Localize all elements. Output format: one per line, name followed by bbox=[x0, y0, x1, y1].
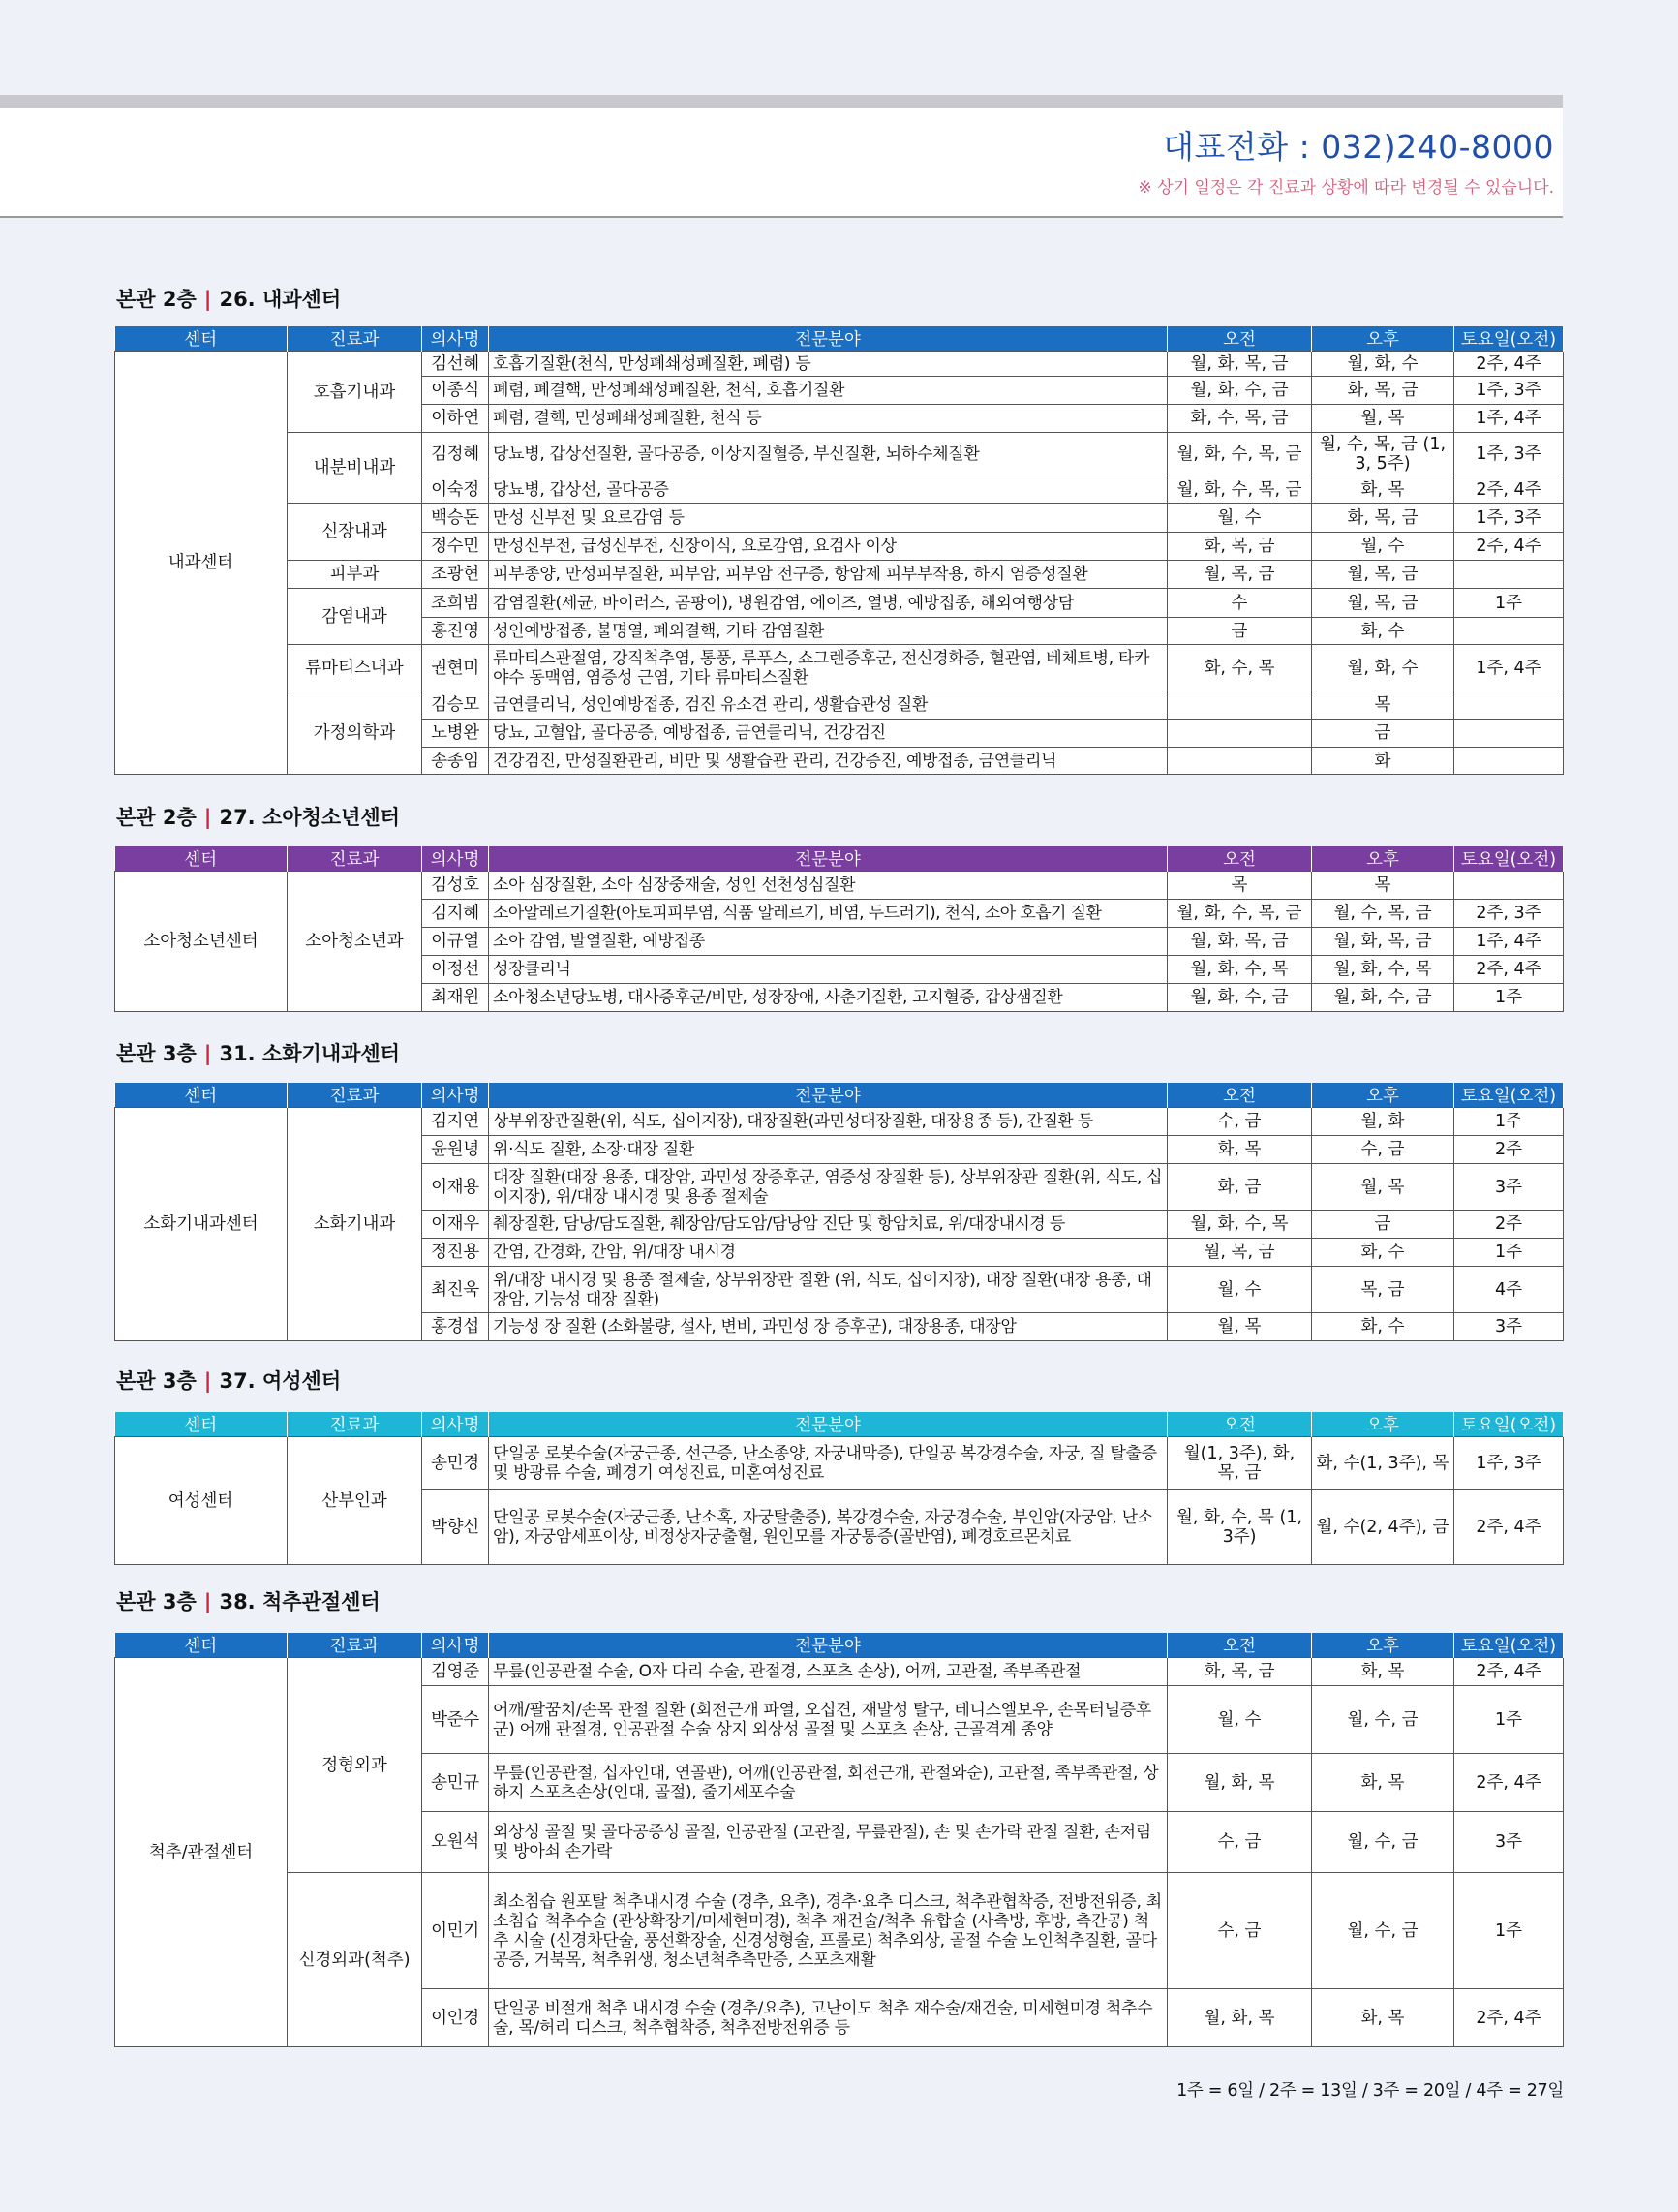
specialty: 단일공 로봇수술(자궁근종, 난소혹, 자궁탈출증), 복강경수술, 자궁경수술, 부인암(자궁암, 난소암), 자궁암세포이상, 비정상자궁출혈, 원인모를 자궁통증(골반염), 폐경호르몬치료 bbox=[489, 1490, 1168, 1565]
doctor-name: 백승돈 bbox=[422, 504, 489, 533]
pm-schedule: 화, 목, 금 bbox=[1312, 377, 1454, 405]
doctor-name: 이정선 bbox=[422, 956, 489, 984]
doctor-name: 이인경 bbox=[422, 1989, 489, 2047]
col-sat: 토요일(오전) bbox=[1454, 326, 1564, 352]
title-separator: | bbox=[203, 806, 212, 829]
am-schedule: 월(1, 3주), 화, 목, 금 bbox=[1168, 1437, 1312, 1490]
floor-label: 본관 3층 bbox=[116, 1369, 197, 1393]
col-pm: 오후 bbox=[1312, 1412, 1454, 1437]
col-specialty: 전문분야 bbox=[489, 326, 1168, 352]
doctor-name: 권현미 bbox=[422, 645, 489, 691]
specialty: 만성신부전, 급성신부전, 신장이식, 요로감염, 요검사 이상 bbox=[489, 533, 1168, 561]
dept-cell: 신장내과 bbox=[288, 504, 422, 561]
am-schedule: 월, 화, 수, 금 bbox=[1168, 984, 1312, 1012]
col-doctor: 의사명 bbox=[422, 1633, 489, 1658]
sat-schedule: 1주 bbox=[1454, 1873, 1564, 1989]
am-schedule: 화, 금 bbox=[1168, 1164, 1312, 1211]
specialty: 폐렴, 결핵, 만성폐쇄성폐질환, 천식 등 bbox=[489, 405, 1168, 433]
sat-schedule: 2주, 4주 bbox=[1454, 956, 1564, 984]
sat-schedule: 1주, 3주 bbox=[1454, 377, 1564, 405]
sat-schedule bbox=[1454, 618, 1564, 645]
section-title-women bbox=[116, 1366, 341, 1395]
sat-schedule: 2주, 4주 bbox=[1454, 1658, 1564, 1686]
col-am: 오전 bbox=[1168, 846, 1312, 872]
specialty: 췌장질환, 담낭/담도질환, 췌장암/담도암/담낭암 진단 및 항암치료, 위/대장내시경 등 bbox=[489, 1211, 1168, 1239]
sat-schedule: 1주 bbox=[1454, 589, 1564, 618]
specialty: 당뇨, 고혈압, 골다공증, 예방접종, 금연클리닉, 건강검진 bbox=[489, 720, 1168, 748]
specialty: 간염, 간경화, 간암, 위/대장 내시경 bbox=[489, 1239, 1168, 1267]
pm-schedule: 화, 목, 금 bbox=[1312, 504, 1454, 533]
pm-schedule: 화, 목 bbox=[1312, 1754, 1454, 1812]
am-schedule: 수, 금 bbox=[1168, 1873, 1312, 1989]
sat-schedule: 2주, 4주 bbox=[1454, 1989, 1564, 2047]
specialty: 무릎(인공관절 수술, O자 다리 수술, 관절경, 스포츠 손상), 어깨, 고관절, 족부족관절 bbox=[489, 1658, 1168, 1686]
col-dept: 진료과 bbox=[288, 1083, 422, 1108]
am-schedule: 금 bbox=[1168, 618, 1312, 645]
doctor-name: 최재원 bbox=[422, 984, 489, 1012]
col-sat: 토요일(오전) bbox=[1454, 1633, 1564, 1658]
sat-schedule: 1주 bbox=[1454, 1108, 1564, 1136]
sat-schedule bbox=[1454, 748, 1564, 775]
table-spine bbox=[114, 1633, 1564, 2047]
col-specialty: 전문분야 bbox=[489, 846, 1168, 872]
doctor-name: 오원석 bbox=[422, 1812, 489, 1873]
dept-cell: 가정의학과 bbox=[288, 691, 422, 775]
col-doctor: 의사명 bbox=[422, 1083, 489, 1108]
doctor-name: 홍경섭 bbox=[422, 1313, 489, 1341]
am-schedule: 화, 목, 금 bbox=[1168, 533, 1312, 561]
pm-schedule: 월, 수(2, 4주), 금 bbox=[1312, 1490, 1454, 1565]
table-header bbox=[115, 1633, 1564, 1658]
sat-schedule: 1주, 3주 bbox=[1454, 504, 1564, 533]
specialty: 소아청소년당뇨병, 대사증후군/비만, 성장장애, 사춘기질환, 고지혈증, 갑상샘질환 bbox=[489, 984, 1168, 1012]
col-center: 센터 bbox=[115, 846, 288, 872]
col-pm: 오후 bbox=[1312, 326, 1454, 352]
pm-schedule: 목 bbox=[1312, 691, 1454, 720]
doctor-name: 이종식 bbox=[422, 377, 489, 405]
specialty: 외상성 골절 및 골다공증성 골절, 인공관절 (고관절, 무릎관절), 손 및 손가락 관절 질환, 손저림 및 방아쇠 손가락 bbox=[489, 1812, 1168, 1873]
am-schedule: 월, 수 bbox=[1168, 1267, 1312, 1313]
col-sat: 토요일(오전) bbox=[1454, 846, 1564, 872]
section-title-spine bbox=[116, 1586, 381, 1615]
table-row bbox=[115, 589, 1564, 618]
dept-cell: 소화기내과 bbox=[288, 1108, 422, 1341]
doctor-name: 이재용 bbox=[422, 1164, 489, 1211]
table-header bbox=[115, 326, 1564, 352]
doctor-name: 이재우 bbox=[422, 1211, 489, 1239]
am-schedule: 월, 목 bbox=[1168, 1313, 1312, 1341]
sat-schedule: 1주, 3주 bbox=[1454, 433, 1564, 476]
sat-schedule: 2주, 4주 bbox=[1454, 476, 1564, 504]
dept-cell: 소아청소년과 bbox=[288, 872, 422, 1012]
pm-schedule: 목 bbox=[1312, 872, 1454, 900]
pm-schedule: 월, 화 bbox=[1312, 1108, 1454, 1136]
center-cell: 소화기내과센터 bbox=[115, 1108, 288, 1341]
specialty: 감염질환(세균, 바이러스, 곰팡이), 병원감염, 에이즈, 열병, 예방접종, 해외여행상담 bbox=[489, 589, 1168, 618]
am-schedule: 수, 금 bbox=[1168, 1108, 1312, 1136]
table-row bbox=[115, 1108, 1564, 1136]
pm-schedule: 금 bbox=[1312, 720, 1454, 748]
center-name: 38. 척추관절센터 bbox=[219, 1590, 381, 1613]
col-specialty: 전문분야 bbox=[489, 1412, 1168, 1437]
dept-cell: 신경외과(척추) bbox=[288, 1873, 422, 2047]
table-row bbox=[115, 691, 1564, 720]
pm-schedule: 월, 수, 금 bbox=[1312, 1686, 1454, 1754]
doctor-name: 이규열 bbox=[422, 928, 489, 956]
doctor-name: 송민경 bbox=[422, 1437, 489, 1490]
dept-cell: 산부인과 bbox=[288, 1437, 422, 1565]
pm-schedule: 수, 금 bbox=[1312, 1136, 1454, 1164]
pm-schedule: 월, 목, 금 bbox=[1312, 589, 1454, 618]
col-center: 센터 bbox=[115, 1633, 288, 1658]
col-specialty: 전문분야 bbox=[489, 1083, 1168, 1108]
pm-schedule: 화, 수(1, 3주), 목 bbox=[1312, 1437, 1454, 1490]
specialty: 최소침습 원포탈 척추내시경 수술 (경추, 요추), 경추·요추 디스크, 척추관협착증, 전방전위증, 최소침습 척추수술 (관상확장기/미세현미경), 척추 재건술/척추 유합술 (사측방, 후방, 측간공) 척추 시술 (신경차단술, 풍선확장술, 신경성형술, 프롤로) 척추외상, 골절 수술 노인척추질환, 골다공증, 거북목, 척추위생, 청소년척추측만증, 스포츠재활 bbox=[489, 1873, 1168, 1989]
sat-schedule bbox=[1454, 561, 1564, 589]
am-schedule bbox=[1168, 720, 1312, 748]
am-schedule: 수, 금 bbox=[1168, 1812, 1312, 1873]
sat-schedule: 2주, 4주 bbox=[1454, 1754, 1564, 1812]
am-schedule: 화, 목 bbox=[1168, 1136, 1312, 1164]
sat-schedule: 3주 bbox=[1454, 1164, 1564, 1211]
table-header bbox=[115, 846, 1564, 872]
pm-schedule: 월, 수, 목, 금 (1, 3, 5주) bbox=[1312, 433, 1454, 476]
floor-label: 본관 3층 bbox=[116, 1042, 197, 1065]
pm-schedule: 월, 화, 수, 목 bbox=[1312, 956, 1454, 984]
section-title-gastro bbox=[116, 1038, 400, 1067]
dept-cell: 류마티스내과 bbox=[288, 645, 422, 691]
specialty: 폐렴, 폐결핵, 만성폐쇄성폐질환, 천식, 호흡기질환 bbox=[489, 377, 1168, 405]
am-schedule: 월, 수 bbox=[1168, 1686, 1312, 1754]
col-doctor: 의사명 bbox=[422, 846, 489, 872]
center-name: 27. 소아청소년센터 bbox=[219, 806, 400, 829]
center-name: 26. 내과센터 bbox=[219, 288, 342, 311]
table-row bbox=[115, 433, 1564, 476]
sat-schedule: 1주, 4주 bbox=[1454, 405, 1564, 433]
table-row bbox=[115, 561, 1564, 589]
am-schedule: 월, 화, 수, 목, 금 bbox=[1168, 900, 1312, 928]
pm-schedule: 월, 화, 수 bbox=[1312, 645, 1454, 691]
floor-label: 본관 3층 bbox=[116, 1590, 197, 1613]
specialty: 호흡기질환(천식, 만성폐쇄성폐질환, 폐렴) 등 bbox=[489, 352, 1168, 377]
doctor-name: 김정혜 bbox=[422, 433, 489, 476]
am-schedule bbox=[1168, 691, 1312, 720]
floor-label: 본관 2층 bbox=[116, 288, 197, 311]
doctor-name: 정수민 bbox=[422, 533, 489, 561]
sat-schedule bbox=[1454, 720, 1564, 748]
sat-schedule bbox=[1454, 872, 1564, 900]
doctor-name: 윤원녕 bbox=[422, 1136, 489, 1164]
title-separator: | bbox=[203, 1369, 212, 1393]
section-title-internal bbox=[116, 284, 341, 313]
am-schedule: 월, 화, 수, 목 bbox=[1168, 956, 1312, 984]
specialty: 무릎(인공관절, 십자인대, 연골판), 어깨(인공관절, 회전근개, 관절와순), 고관절, 족부족관절, 상하지 스포츠손상(인대, 골절), 줄기세포수술 bbox=[489, 1754, 1168, 1812]
col-pm: 오후 bbox=[1312, 846, 1454, 872]
specialty: 단일공 비절개 척추 내시경 수술 (경추/요추), 고난이도 척추 재수술/재건술, 미세현미경 척추수술, 목/허리 디스크, 척추협착증, 척추전방전위증 등 bbox=[489, 1989, 1168, 2047]
doctor-name: 박향신 bbox=[422, 1490, 489, 1565]
sat-schedule: 3주 bbox=[1454, 1812, 1564, 1873]
pm-schedule: 화, 수 bbox=[1312, 1239, 1454, 1267]
doctor-name: 김승모 bbox=[422, 691, 489, 720]
am-schedule: 월, 화, 수, 목 bbox=[1168, 1211, 1312, 1239]
doctor-name: 노병완 bbox=[422, 720, 489, 748]
center-cell: 내과센터 bbox=[115, 352, 288, 775]
dept-cell: 정형외과 bbox=[288, 1658, 422, 1873]
am-schedule: 월, 수 bbox=[1168, 504, 1312, 533]
table-header bbox=[115, 1412, 1564, 1437]
sat-schedule: 1주, 4주 bbox=[1454, 928, 1564, 956]
doctor-name: 박준수 bbox=[422, 1686, 489, 1754]
center-cell: 여성센터 bbox=[115, 1437, 288, 1565]
specialty: 단일공 로봇수술(자궁근종, 선근증, 난소종양, 자궁내막증), 단일공 복강경수술, 자궁, 질 탈출증 및 방광류 수술, 폐경기 여성진료, 미혼여성진료 bbox=[489, 1437, 1168, 1490]
table-row bbox=[115, 1873, 1564, 1989]
col-dept: 진료과 bbox=[288, 1633, 422, 1658]
doctor-name: 김지혜 bbox=[422, 900, 489, 928]
sat-schedule: 2주 bbox=[1454, 1211, 1564, 1239]
specialty: 어깨/팔꿈치/손목 관절 질환 (회전근개 파열, 오십견, 재발성 탈구, 테니스엘보우, 손목터널증후군) 어깨 관절경, 인공관절 수술 상지 외상성 골절 및 스포츠 손상, 근골격계 종양 bbox=[489, 1686, 1168, 1754]
sat-schedule: 1주 bbox=[1454, 1239, 1564, 1267]
col-dept: 진료과 bbox=[288, 1412, 422, 1437]
table-row bbox=[115, 1658, 1564, 1686]
am-schedule: 월, 화, 수, 목, 금 bbox=[1168, 476, 1312, 504]
doctor-name: 최진욱 bbox=[422, 1267, 489, 1313]
specialty: 당뇨병, 갑상선질환, 골다공증, 이상지질혈증, 부신질환, 뇌하수체질환 bbox=[489, 433, 1168, 476]
section-title-pediatric bbox=[116, 802, 400, 831]
center-cell: 소아청소년센터 bbox=[115, 872, 288, 1012]
specialty: 위/대장 내시경 및 용종 절제술, 상부위장관 질환 (위, 식도, 십이지장), 대장 질환(대장 용종, 대장암, 기능성 대장 질환) bbox=[489, 1267, 1168, 1313]
specialty: 소아알레르기질환(아토피피부염, 식품 알레르기, 비염, 두드러기), 천식, 소아 호흡기 질환 bbox=[489, 900, 1168, 928]
specialty: 대장 질환(대장 용종, 대장암, 과민성 장증후군, 염증성 장질환 등), 상부위장관 질환(위, 식도, 십이지장), 위/대장 내시경 및 용종 절제술 bbox=[489, 1164, 1168, 1211]
table-row bbox=[115, 872, 1564, 900]
sat-schedule: 2주 bbox=[1454, 1136, 1564, 1164]
pm-schedule: 화, 목 bbox=[1312, 1658, 1454, 1686]
title-separator: | bbox=[203, 1590, 212, 1613]
schedule-notice: ※ 상기 일정은 각 진료과 상황에 따라 변경될 수 있습니다. bbox=[1138, 178, 1554, 198]
table-row bbox=[115, 645, 1564, 691]
pm-schedule: 월, 수, 목, 금 bbox=[1312, 900, 1454, 928]
sat-schedule: 1주 bbox=[1454, 984, 1564, 1012]
pm-schedule: 월, 화, 목, 금 bbox=[1312, 928, 1454, 956]
am-schedule: 화, 목, 금 bbox=[1168, 1658, 1312, 1686]
specialty: 만성 신부전 및 요로감염 등 bbox=[489, 504, 1168, 533]
am-schedule: 월, 목, 금 bbox=[1168, 561, 1312, 589]
col-am: 오전 bbox=[1168, 1633, 1312, 1658]
doctor-name: 김성호 bbox=[422, 872, 489, 900]
table-internal bbox=[114, 326, 1564, 775]
specialty: 당뇨병, 갑상선, 골다공증 bbox=[489, 476, 1168, 504]
sat-schedule: 4주 bbox=[1454, 1267, 1564, 1313]
pm-schedule: 월, 수 bbox=[1312, 533, 1454, 561]
sat-schedule: 2주, 3주 bbox=[1454, 900, 1564, 928]
specialty: 성장클리닉 bbox=[489, 956, 1168, 984]
table-gastro bbox=[114, 1083, 1564, 1341]
table-row bbox=[115, 1437, 1564, 1490]
doctor-name: 홍진영 bbox=[422, 618, 489, 645]
sat-schedule: 1주 bbox=[1454, 1686, 1564, 1754]
sat-schedule: 1주, 4주 bbox=[1454, 645, 1564, 691]
header-divider bbox=[0, 216, 1563, 218]
doctor-name: 송종임 bbox=[422, 748, 489, 775]
pm-schedule: 월, 목 bbox=[1312, 1164, 1454, 1211]
doctor-name: 이민기 bbox=[422, 1873, 489, 1989]
col-pm: 오후 bbox=[1312, 1633, 1454, 1658]
pm-schedule: 화, 수 bbox=[1312, 1313, 1454, 1341]
am-schedule bbox=[1168, 748, 1312, 775]
table-women bbox=[114, 1412, 1564, 1565]
col-center: 센터 bbox=[115, 1083, 288, 1108]
specialty: 상부위장관질환(위, 식도, 십이지장), 대장질환(과민성대장질환, 대장용종 등), 간질환 등 bbox=[489, 1108, 1168, 1136]
specialty: 류마티스관절염, 강직척추염, 통풍, 루푸스, 쇼그렌증후군, 전신경화증, 혈관염, 베체트병, 타카야수 동맥염, 염증성 근염, 기타 류마티스질환 bbox=[489, 645, 1168, 691]
table-pediatric bbox=[114, 846, 1564, 1012]
pm-schedule: 금 bbox=[1312, 1211, 1454, 1239]
am-schedule: 화, 수, 목 bbox=[1168, 645, 1312, 691]
doctor-name: 송민규 bbox=[422, 1754, 489, 1812]
am-schedule: 월, 화, 목 bbox=[1168, 1989, 1312, 2047]
col-dept: 진료과 bbox=[288, 846, 422, 872]
sat-schedule: 2주, 4주 bbox=[1454, 533, 1564, 561]
pm-schedule: 화, 목 bbox=[1312, 1989, 1454, 2047]
am-schedule: 월, 화, 수, 금 bbox=[1168, 377, 1312, 405]
title-separator: | bbox=[203, 1042, 212, 1065]
doctor-name: 이하연 bbox=[422, 405, 489, 433]
doctor-name: 김선혜 bbox=[422, 352, 489, 377]
specialty: 금연클리닉, 성인예방접종, 검진 유소견 관리, 생활습관성 질환 bbox=[489, 691, 1168, 720]
pm-schedule: 월, 수, 금 bbox=[1312, 1812, 1454, 1873]
table-row bbox=[115, 504, 1564, 533]
pm-schedule: 목, 금 bbox=[1312, 1267, 1454, 1313]
doctor-name: 조희범 bbox=[422, 589, 489, 618]
am-schedule: 월, 화, 목, 금 bbox=[1168, 928, 1312, 956]
am-schedule: 월, 화, 목, 금 bbox=[1168, 352, 1312, 377]
col-am: 오전 bbox=[1168, 1083, 1312, 1108]
am-schedule: 월, 화, 목 bbox=[1168, 1754, 1312, 1812]
am-schedule: 화, 수, 목, 금 bbox=[1168, 405, 1312, 433]
table-row bbox=[115, 352, 1564, 377]
sat-schedule: 3주 bbox=[1454, 1313, 1564, 1341]
main-phone: 대표전화 : 032)240-8000 bbox=[1163, 128, 1554, 166]
specialty: 소아 감염, 발열질환, 예방접종 bbox=[489, 928, 1168, 956]
center-cell: 척추/관절센터 bbox=[115, 1658, 288, 2047]
sat-schedule: 2주, 4주 bbox=[1454, 1490, 1564, 1565]
week-legend: 1주 = 6일 / 2주 = 13일 / 3주 = 20일 / 4주 = 27일 bbox=[1176, 2081, 1564, 2101]
specialty: 소아 심장질환, 소아 심장중재술, 성인 선천성심질환 bbox=[489, 872, 1168, 900]
specialty: 건강검진, 만성질환관리, 비만 및 생활습관 관리, 건강증진, 예방접종, 금연클리닉 bbox=[489, 748, 1168, 775]
am-schedule: 목 bbox=[1168, 872, 1312, 900]
specialty: 피부종양, 만성피부질환, 피부암, 피부암 전구증, 항암제 피부부작용, 하지 염증성질환 bbox=[489, 561, 1168, 589]
sat-schedule: 2주, 4주 bbox=[1454, 352, 1564, 377]
am-schedule: 월, 화, 수, 목, 금 bbox=[1168, 433, 1312, 476]
pm-schedule: 월, 목 bbox=[1312, 405, 1454, 433]
title-separator: | bbox=[203, 288, 212, 311]
specialty: 성인예방접종, 불명열, 폐외결핵, 기타 감염질환 bbox=[489, 618, 1168, 645]
center-name: 31. 소화기내과센터 bbox=[219, 1042, 400, 1065]
pm-schedule: 월, 화, 수 bbox=[1312, 352, 1454, 377]
table-header bbox=[115, 1083, 1564, 1108]
dept-cell: 호흡기내과 bbox=[288, 352, 422, 433]
dept-cell: 감염내과 bbox=[288, 589, 422, 645]
col-specialty: 전문분야 bbox=[489, 1633, 1168, 1658]
pm-schedule: 월, 화, 수, 금 bbox=[1312, 984, 1454, 1012]
specialty: 기능성 장 질환 (소화불량, 설사, 변비, 과민성 장 증후군), 대장용종, 대장암 bbox=[489, 1313, 1168, 1341]
col-doctor: 의사명 bbox=[422, 1412, 489, 1437]
dept-cell: 피부과 bbox=[288, 561, 422, 589]
top-decor-bar bbox=[0, 95, 1563, 108]
pm-schedule: 월, 수, 금 bbox=[1312, 1873, 1454, 1989]
am-schedule: 월, 화, 수, 목 (1, 3주) bbox=[1168, 1490, 1312, 1565]
pm-schedule: 화 bbox=[1312, 748, 1454, 775]
dept-cell: 내분비내과 bbox=[288, 433, 422, 504]
pm-schedule: 화, 목 bbox=[1312, 476, 1454, 504]
pm-schedule: 월, 목, 금 bbox=[1312, 561, 1454, 589]
col-pm: 오후 bbox=[1312, 1083, 1454, 1108]
specialty: 위·식도 질환, 소장·대장 질환 bbox=[489, 1136, 1168, 1164]
doctor-name: 조광현 bbox=[422, 561, 489, 589]
col-dept: 진료과 bbox=[288, 326, 422, 352]
doctor-name: 김지연 bbox=[422, 1108, 489, 1136]
am-schedule: 수 bbox=[1168, 589, 1312, 618]
pm-schedule: 화, 수 bbox=[1312, 618, 1454, 645]
col-sat: 토요일(오전) bbox=[1454, 1412, 1564, 1437]
doctor-name: 이숙정 bbox=[422, 476, 489, 504]
col-center: 센터 bbox=[115, 326, 288, 352]
col-center: 센터 bbox=[115, 1412, 288, 1437]
floor-label: 본관 2층 bbox=[116, 806, 197, 829]
am-schedule: 월, 목, 금 bbox=[1168, 1239, 1312, 1267]
col-am: 오전 bbox=[1168, 326, 1312, 352]
col-am: 오전 bbox=[1168, 1412, 1312, 1437]
sat-schedule: 1주, 3주 bbox=[1454, 1437, 1564, 1490]
doctor-name: 김영준 bbox=[422, 1658, 489, 1686]
center-name: 37. 여성센터 bbox=[219, 1369, 342, 1393]
col-doctor: 의사명 bbox=[422, 326, 489, 352]
col-sat: 토요일(오전) bbox=[1454, 1083, 1564, 1108]
doctor-name: 정진용 bbox=[422, 1239, 489, 1267]
sat-schedule bbox=[1454, 691, 1564, 720]
